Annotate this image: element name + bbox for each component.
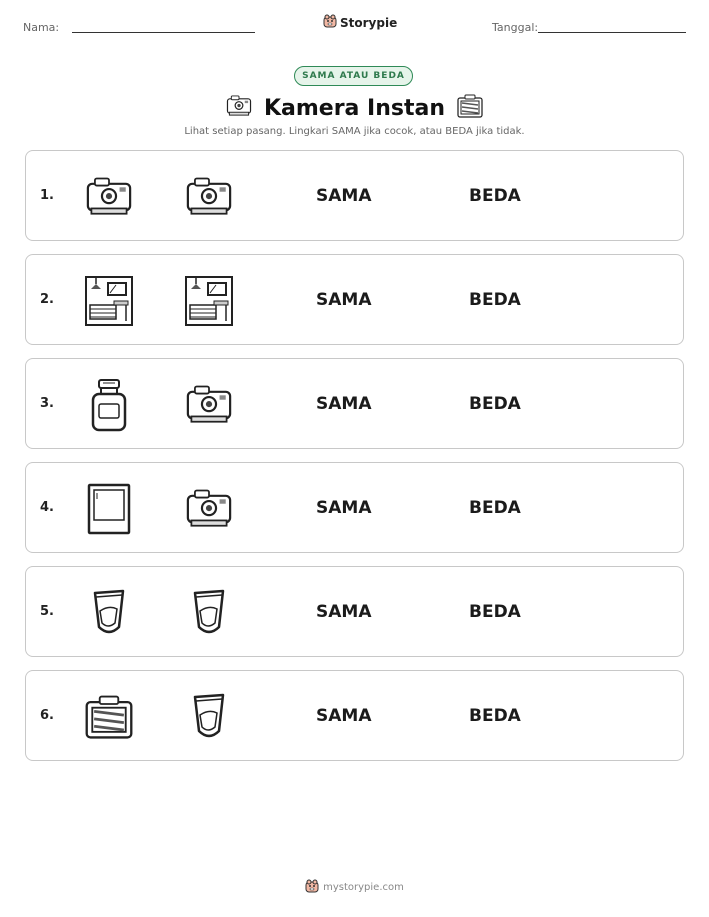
name-label: Nama:: [23, 21, 60, 34]
brand-logo: [323, 13, 397, 32]
film-pouch-icon: [181, 691, 237, 743]
option-beda[interactable]: BEDA: [469, 289, 521, 310]
activity-badge: SAMA ATAU BEDA: [294, 66, 413, 86]
date-field[interactable]: [538, 32, 686, 33]
worksheet-header: [0, 0, 709, 50]
question-number: 6.: [40, 708, 54, 723]
mascot-icon: [323, 13, 337, 32]
film-pouch-icon: [81, 587, 137, 639]
question-row: [25, 462, 684, 553]
name-field[interactable]: [72, 32, 255, 33]
photo-scene-icon: [81, 275, 137, 327]
option-sama[interactable]: SAMA: [316, 601, 372, 622]
instant-camera-icon: [181, 483, 237, 535]
footer-url[interactable]: mystorypie.com: [323, 882, 404, 893]
question-row: [25, 670, 684, 761]
question-row: [25, 254, 684, 345]
instant-camera-icon: [181, 379, 237, 431]
question-number: 1.: [40, 188, 54, 203]
option-sama[interactable]: SAMA: [316, 393, 372, 414]
option-sama[interactable]: SAMA: [316, 705, 372, 726]
film-bottle-icon: [81, 379, 137, 431]
question-row: [25, 150, 684, 241]
title-bar: [0, 92, 709, 124]
photo-scene-icon: [181, 275, 237, 327]
question-row: [25, 566, 684, 657]
option-beda[interactable]: BEDA: [469, 393, 521, 414]
date-label: Tanggal:: [492, 21, 539, 34]
question-number: 5.: [40, 604, 54, 619]
page-title: Kamera Instan: [263, 95, 446, 121]
film-pack-icon: [455, 92, 485, 124]
film-pouch-icon: [181, 587, 237, 639]
film-pack-icon: [81, 691, 137, 743]
option-beda[interactable]: BEDA: [469, 185, 521, 206]
instant-camera-icon: [224, 94, 254, 122]
option-beda[interactable]: BEDA: [469, 601, 521, 622]
brand-name: Storypie: [340, 15, 398, 30]
question-number: 3.: [40, 396, 54, 411]
instructions: Lihat setiap pasang. Lingkari SAMA jika cocok, atau BEDA jika tidak.: [184, 126, 525, 137]
option-sama[interactable]: SAMA: [316, 497, 372, 518]
question-number: 2.: [40, 292, 54, 307]
option-sama[interactable]: SAMA: [316, 185, 372, 206]
question-number: 4.: [40, 500, 54, 515]
option-beda[interactable]: BEDA: [469, 705, 521, 726]
instant-camera-icon: [181, 171, 237, 223]
option-beda[interactable]: BEDA: [469, 497, 521, 518]
footer: [0, 878, 709, 897]
instant-camera-icon: [81, 171, 137, 223]
question-row: [25, 358, 684, 449]
photo-frame-icon: [81, 483, 137, 535]
mascot-icon: [305, 878, 319, 897]
option-sama[interactable]: SAMA: [316, 289, 372, 310]
